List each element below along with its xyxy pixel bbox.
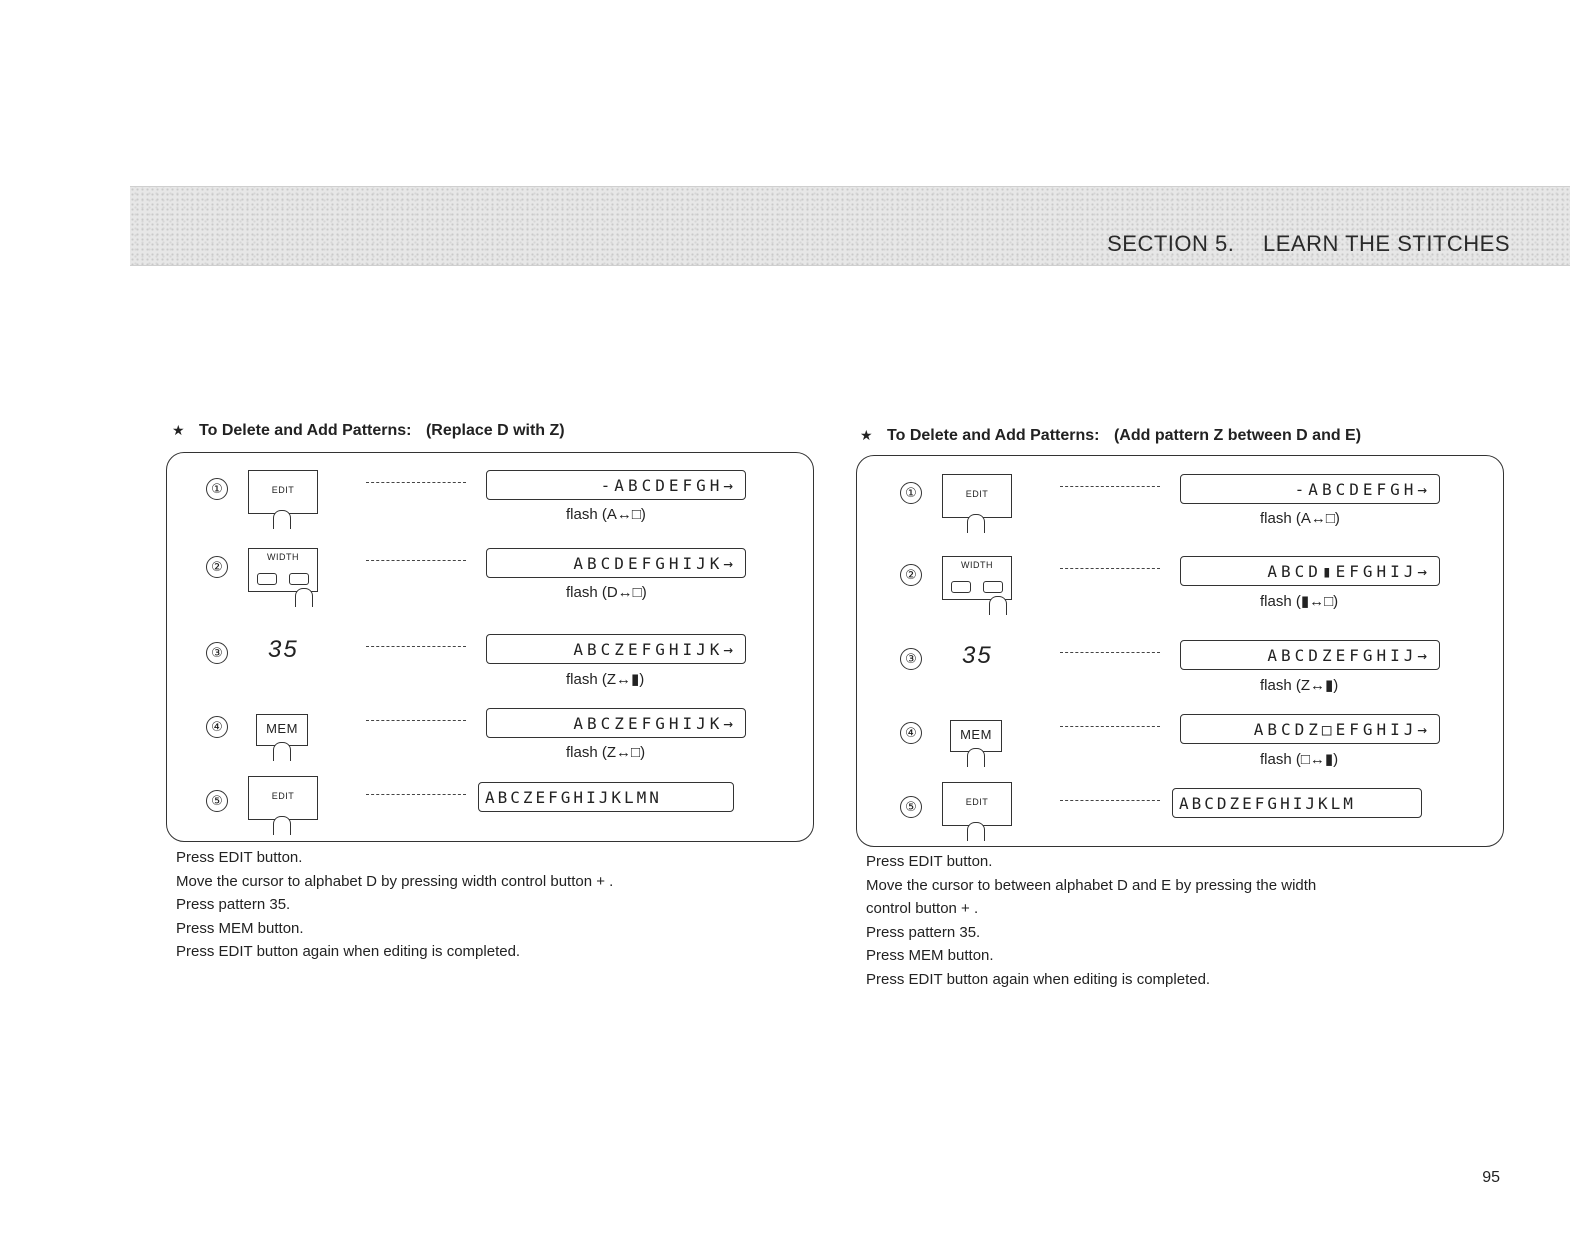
star-icon: ★ (172, 422, 185, 438)
minus-icon (951, 581, 971, 593)
lcd-display: -ABCDEFGH→ (1180, 474, 1440, 504)
section-label: SECTION (1107, 231, 1209, 256)
right-instructions (866, 850, 1506, 991)
lcd-display: ABCDZEFGHIJ→ (1180, 640, 1440, 670)
mem-button-icon: MEM (256, 714, 308, 746)
heading-main: To Delete and Add Patterns: (199, 422, 412, 439)
step-number: ③ (206, 642, 228, 664)
left-step-2 (206, 548, 766, 604)
dashes (366, 560, 466, 561)
dashes (1060, 800, 1160, 801)
flash-note: flash (D↔□) (566, 584, 647, 601)
flash-note: flash (A↔□) (566, 506, 646, 523)
dashes (1060, 486, 1160, 487)
instruction-line: Move the cursor to between alphabet D and E by pressing the width (866, 876, 1317, 894)
right-step-4 (900, 714, 1460, 770)
instruction-line: Press MEM button. (866, 947, 994, 964)
section-title (1107, 231, 1510, 257)
minus-icon (257, 573, 277, 585)
finger-icon (967, 822, 985, 841)
pattern-number: 35 (962, 642, 993, 669)
section-number: 5. (1215, 231, 1235, 256)
step-number: ② (900, 564, 922, 586)
plus-icon (289, 573, 309, 585)
heading-sub: (Add pattern Z between D and E) (1113, 427, 1362, 444)
edit-button-icon: EDIT (942, 782, 1012, 826)
dashes (366, 720, 466, 721)
edit-button-icon: EDIT (942, 474, 1012, 518)
right-step-5 (900, 788, 1460, 844)
star-icon: ★ (860, 427, 873, 443)
flash-note: flash (□↔▮) (1260, 751, 1339, 768)
finger-icon (989, 596, 1007, 615)
flash-note: flash (Z↔▮) (1260, 677, 1339, 694)
mem-button-icon: MEM (950, 720, 1002, 752)
flash-note: flash (Z↔▮) (566, 671, 645, 688)
step-number: ⑤ (900, 796, 922, 818)
left-panel-heading (172, 422, 565, 440)
step-number: ⑤ (206, 790, 228, 812)
instruction-line: Press pattern 35. (176, 896, 291, 913)
dashes (1060, 568, 1160, 569)
edit-button-icon: EDIT (248, 470, 318, 514)
left-step-1 (206, 470, 766, 526)
lcd-display: ABCD▮EFGHIJ→ (1180, 556, 1440, 586)
left-step-5 (206, 782, 766, 838)
instruction-line: Press EDIT button. (866, 853, 993, 870)
left-step-3 (206, 634, 766, 690)
right-panel-heading (860, 427, 1361, 445)
width-button-icon: WIDTH (248, 548, 318, 592)
step-number: ① (206, 478, 228, 500)
step-number: ④ (206, 716, 228, 738)
pattern-number: 35 (268, 636, 299, 663)
right-step-1 (900, 474, 1460, 530)
flash-note: flash (▮↔□) (1260, 593, 1339, 610)
step-number: ④ (900, 722, 922, 744)
step-number: ① (900, 482, 922, 504)
lcd-display: ABCZEFGHIJK→ (486, 634, 746, 664)
dashes (1060, 652, 1160, 653)
section-name: LEARN THE STITCHES (1263, 231, 1510, 256)
finger-icon (273, 816, 291, 835)
plus-icon (983, 581, 1003, 593)
instruction-line: Move the cursor to alphabet D by pressing width control button + . (176, 872, 614, 890)
finger-icon (295, 588, 313, 607)
finger-icon (273, 742, 291, 761)
dashes (1060, 726, 1160, 727)
right-step-3 (900, 640, 1460, 696)
instruction-line: Press pattern 35. (866, 923, 981, 941)
instruction-line: Press MEM button. (176, 919, 304, 937)
lcd-display: -ABCDEFGH→ (486, 470, 746, 500)
instruction-line: Press EDIT button again when editing is completed. (176, 943, 521, 960)
instruction-line: control button + . (866, 900, 979, 917)
lcd-display: ABCZEFGHIJKLMN (478, 782, 734, 812)
flash-note: flash (Z↔□) (566, 744, 646, 761)
flash-note: flash (A↔□) (1260, 510, 1340, 527)
finger-icon (967, 514, 985, 533)
finger-icon (273, 510, 291, 529)
lcd-display: ABCDZEFGHIJKLM (1172, 788, 1422, 818)
page-number: 95 (1482, 1169, 1500, 1186)
step-number: ③ (900, 648, 922, 670)
instruction-line: Press EDIT button again when editing is completed. (866, 970, 1211, 988)
lcd-display: ABCZEFGHIJK→ (486, 708, 746, 738)
dashes (366, 482, 466, 483)
step-number: ② (206, 556, 228, 578)
left-instructions (176, 846, 796, 964)
lcd-display: ABCDEFGHIJK→ (486, 548, 746, 578)
lcd-display: ABCDZ□EFGHIJ→ (1180, 714, 1440, 744)
dashes (366, 794, 466, 795)
edit-button-icon: EDIT (248, 776, 318, 820)
heading-sub: (Replace D with Z) (425, 422, 565, 439)
dashes (366, 646, 466, 647)
heading-main: To Delete and Add Patterns: (887, 427, 1100, 444)
right-step-2 (900, 556, 1460, 612)
left-step-4 (206, 708, 766, 764)
finger-icon (967, 748, 985, 767)
section-header-band (130, 186, 1570, 266)
instruction-line: Press EDIT button. (176, 849, 303, 866)
width-button-icon: WIDTH (942, 556, 1012, 600)
